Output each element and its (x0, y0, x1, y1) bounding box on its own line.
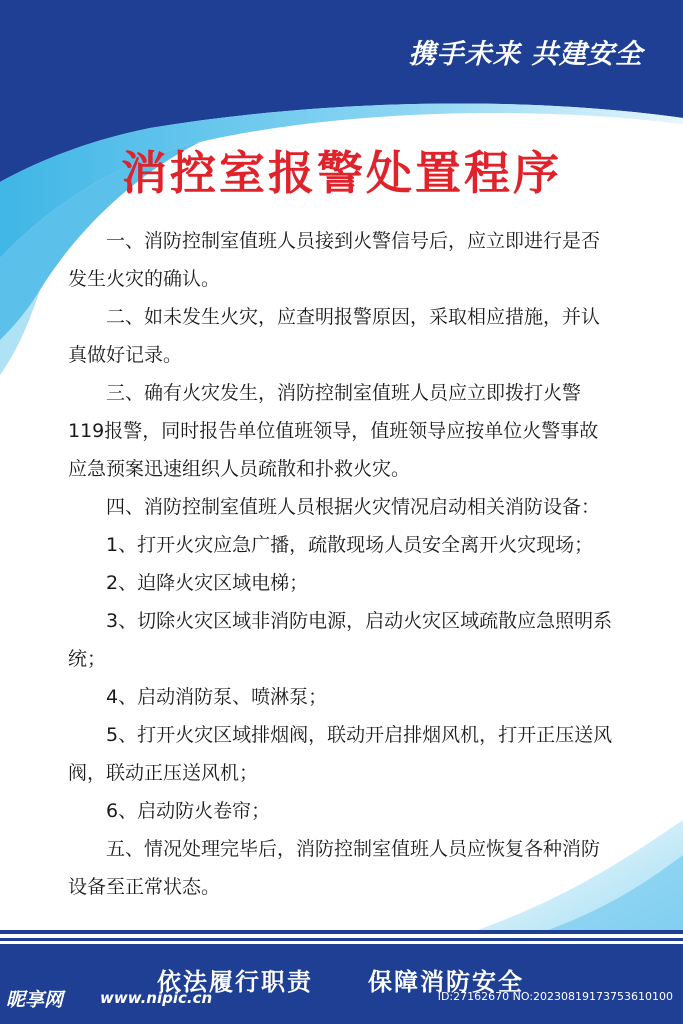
watermark-url: www.nipic.cn (100, 989, 213, 1007)
paragraph-substep-2: 2、迫降火灾区域电梯； (106, 572, 309, 594)
procedure-text (68, 222, 616, 906)
paragraph-step-4: 四、消防控制室值班人员根据火灾情况启动相关消防设备： (106, 496, 601, 518)
paragraph-substep-4: 4、启动消防泵、喷淋泵； (106, 686, 328, 708)
paragraph-step-1: 一、消防控制室值班人员接到火警信号后，应立即进行是否发生火灾的确认。 (68, 230, 601, 290)
paragraph-step-2: 二、如未发生火灾，应查明报警原因，采取相应措施，并认真做好记录。 (68, 306, 601, 366)
paragraph-substep-1: 1、打开火灾应急广播，疏散现场人员安全离开火灾现场； (106, 534, 594, 556)
watermark-logo: 昵享网 (6, 989, 64, 1011)
footer-slogan-right: 保障消防安全 (368, 968, 524, 996)
paragraph-step-5: 五、情况处理完毕后，消防控制室值班人员应恢复各种消防设备至正常状态。 (68, 838, 601, 898)
paragraph-substep-6: 6、启动防火卷帘； (106, 800, 271, 822)
watermark-id: ID:27162670 NO:20230819173753610100 (437, 990, 673, 1003)
paragraph-substep-5: 5、打开火灾区域排烟阀，联动开启排烟风机，打开正压送风阀，联动正压送风机； (68, 724, 613, 784)
page-title: 消控室报警处置程序 (121, 146, 562, 200)
paragraph-step-3: 三、确有火灾发生，消防控制室值班人员应立即拨打火警119报警，同时报告单位值班领导，值班领导应按单位火警事故应急预案迅速组织人员疏散和扑救火灾。 (68, 382, 599, 480)
paragraph-substep-3: 3、切除火灾区域非消防电源，启动火灾区域疏散应急照明系统； (68, 610, 613, 670)
top-slogan: 携手未来 共建安全 (408, 39, 643, 70)
footer-slogan-left: 依法履行职责 (157, 968, 313, 996)
